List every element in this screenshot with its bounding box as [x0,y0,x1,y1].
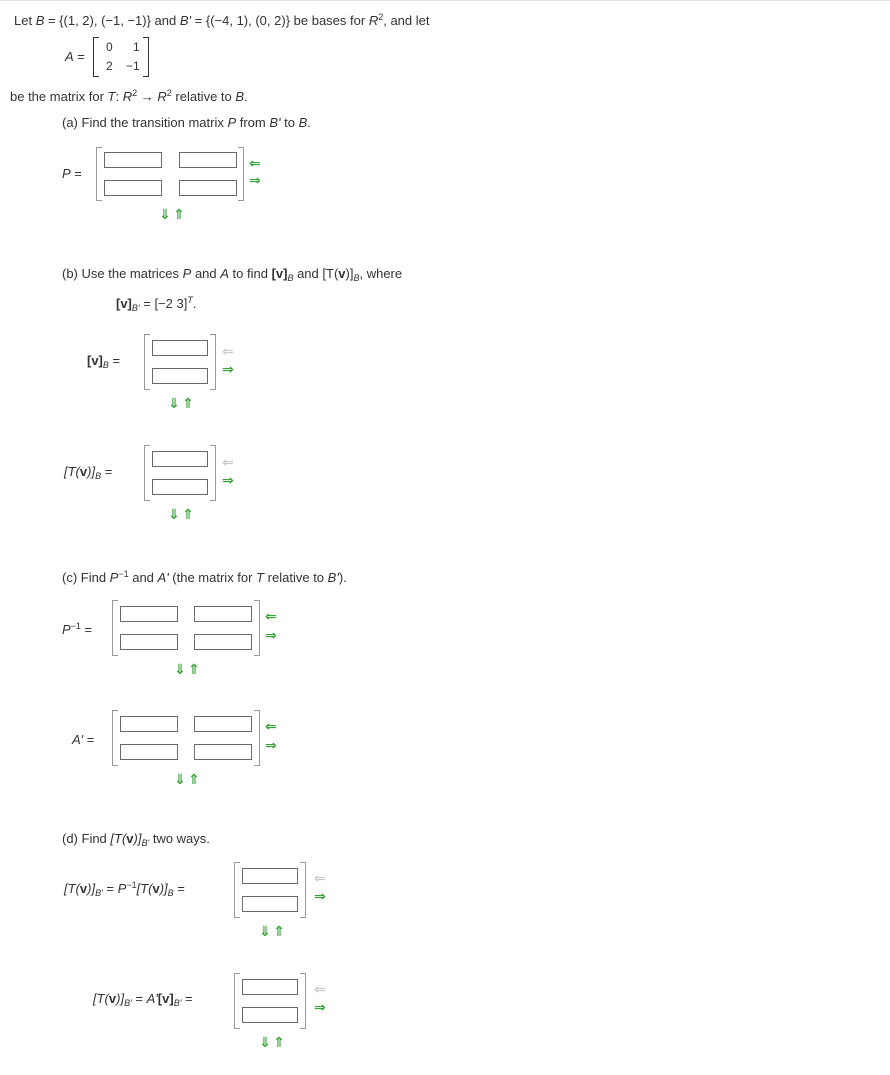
v-b-matrix [144,334,216,390]
matrix-a-entry: 2 [106,59,113,73]
matrix-input-cell[interactable] [120,634,178,650]
problem-statement-cont: be the matrix for T: $R^2 \to R^2$ relative to B. [10,88,248,104]
matrix-input-cell[interactable] [194,606,252,622]
remove-row-arrow-icon[interactable]: ⇑ [173,206,185,222]
add-row-arrow-icon[interactable]: ⇓ [259,1034,271,1050]
add-row-arrow-icon[interactable]: ⇓ [259,923,271,939]
remove-column-arrow-icon[interactable]: ⇐ [265,718,277,734]
way1-matrix [234,862,306,918]
tv-b-label: $[T(v)]_B$ = [64,464,113,481]
p-inverse-label: $P^{-1}$ = [62,621,93,637]
remove-column-arrow-icon[interactable]: ⇐ [314,981,326,997]
remove-column-arrow-icon[interactable]: ⇐ [222,454,234,470]
remove-row-arrow-icon[interactable]: ⇑ [182,395,194,411]
matrix-input-cell[interactable] [194,744,252,760]
matrix-a-entry: 0 [106,40,113,54]
matrix-input-cell[interactable] [104,180,162,196]
add-column-arrow-icon[interactable]: ⇒ [314,888,326,904]
p-inverse-matrix [112,600,260,656]
matrix-a-label: A = [65,49,85,64]
add-column-arrow-icon[interactable]: ⇒ [249,172,261,188]
matrix-input-cell[interactable] [104,152,162,168]
way2-matrix [234,973,306,1029]
matrix-input-cell[interactable] [152,340,208,356]
v-b-label: $[v]_B$ = [87,353,121,370]
matrix-input-cell[interactable] [120,744,178,760]
add-column-arrow-icon[interactable]: ⇒ [222,361,234,377]
matrix-input-cell[interactable] [242,1007,298,1023]
remove-column-arrow-icon[interactable]: ⇐ [249,155,261,171]
way1-label: $[T(v)]_{B'} = P^{-1}[T(v)]_B$ = [64,880,185,898]
matrix-a-entry: −1 [126,59,140,73]
a-prime-label: A' = [72,732,95,747]
matrix-a-entry: 1 [133,40,140,54]
add-column-arrow-icon[interactable]: ⇒ [314,999,326,1015]
part-a-question: (a) Find the transition matrix P from B' to B. [62,115,311,130]
add-row-arrow-icon[interactable]: ⇓ [174,661,186,677]
matrix-input-cell[interactable] [120,716,178,732]
remove-row-arrow-icon[interactable]: ⇑ [273,1034,285,1050]
add-row-arrow-icon[interactable]: ⇓ [159,206,171,222]
matrix-input-cell[interactable] [242,979,298,995]
tv-b-matrix [144,445,216,501]
matrix-input-cell[interactable] [120,606,178,622]
remove-column-arrow-icon[interactable]: ⇐ [314,870,326,886]
given-v-coordinates: $[v]_{B'} = [-2$ 3]$^T$. [116,295,197,313]
add-row-arrow-icon[interactable]: ⇓ [168,506,180,522]
add-row-arrow-icon[interactable]: ⇓ [168,395,180,411]
top-divider [0,0,890,1]
remove-row-arrow-icon[interactable]: ⇑ [273,923,285,939]
remove-column-arrow-icon[interactable]: ⇐ [265,608,277,624]
remove-row-arrow-icon[interactable]: ⇑ [182,506,194,522]
part-c-question: (c) Find $P^{-1}$ and A' (the matrix for T relative to B'). [62,569,347,585]
matrix-input-cell[interactable] [194,716,252,732]
p-matrix [96,147,244,201]
remove-row-arrow-icon[interactable]: ⇑ [188,771,200,787]
p-label: P = [62,166,82,181]
add-column-arrow-icon[interactable]: ⇒ [265,627,277,643]
matrix-input-cell[interactable] [152,451,208,467]
matrix-input-cell[interactable] [242,868,298,884]
remove-column-arrow-icon[interactable]: ⇐ [222,343,234,359]
way2-label: $[T(v)]_{B'} = A'[v]_{B'}$ = [93,991,193,1008]
add-column-arrow-icon[interactable]: ⇒ [265,737,277,753]
add-row-arrow-icon[interactable]: ⇓ [174,771,186,787]
part-d-question: (d) Find $[T(v)]_{B'}$ two ways. [62,831,210,848]
matrix-input-cell[interactable] [242,896,298,912]
part-b-question: (b) Use the matrices P and A to find $[v]_B$ and $[T(v)]_B$, where [62,266,403,283]
remove-row-arrow-icon[interactable]: ⇑ [188,661,200,677]
problem-statement: Let B = {(1, 2), (−1, −1)} and B' = {(−4, 1), (0, 2)} be bases for $R^2$, and let [14,12,430,28]
given-matrix-a [93,37,149,77]
matrix-input-cell[interactable] [179,180,237,196]
add-column-arrow-icon[interactable]: ⇒ [222,472,234,488]
matrix-input-cell[interactable] [152,368,208,384]
matrix-input-cell[interactable] [152,479,208,495]
matrix-input-cell[interactable] [179,152,237,168]
matrix-input-cell[interactable] [194,634,252,650]
a-prime-matrix [112,710,260,766]
